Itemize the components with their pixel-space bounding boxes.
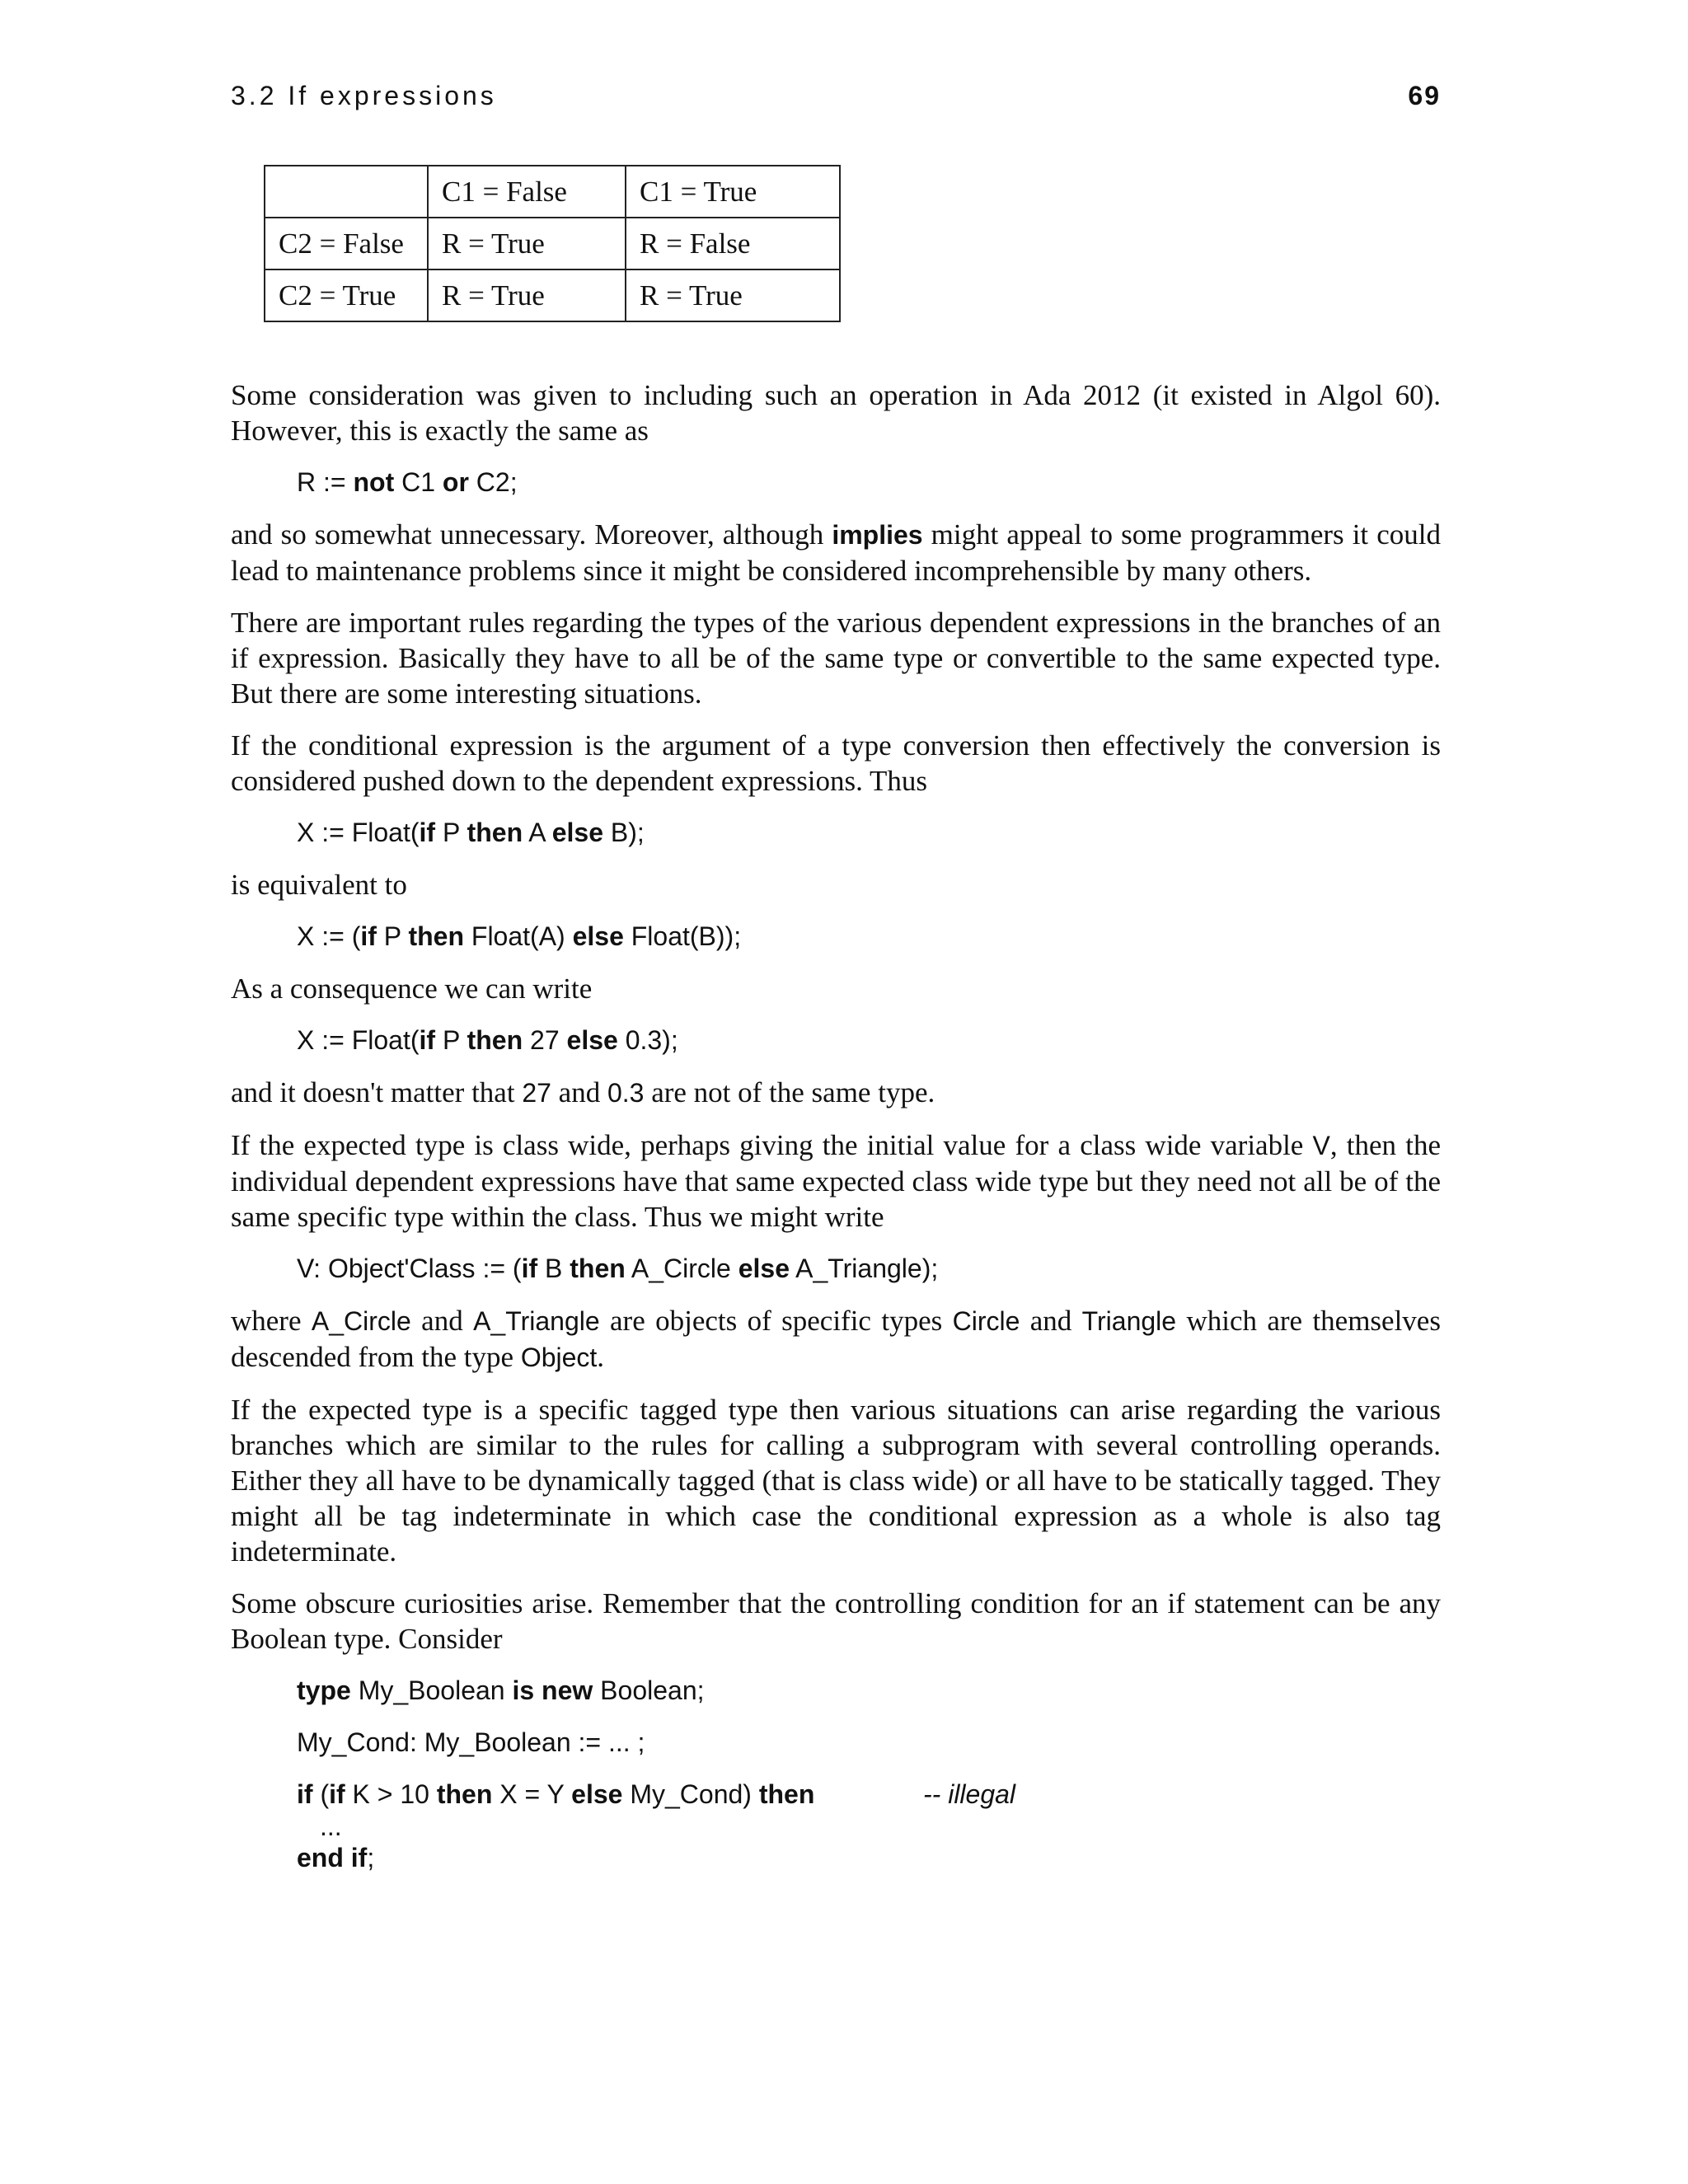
code-keyword: if [521,1254,538,1283]
code-line: My_Cond: My_Boolean := ... ; [297,1727,645,1757]
code-keyword: else [566,1025,618,1055]
table-cell [265,166,428,218]
text-run: and so somewhat unnecessary. Moreover, although [231,518,832,551]
code-line [297,1023,1441,1058]
code-text: C2; [468,467,518,497]
code-text: A_Circle [625,1254,738,1283]
paragraph [231,1075,1441,1111]
code-keyword: if [297,1779,313,1809]
paragraph [231,1303,1441,1376]
table-cell: C2 = False [265,218,428,269]
code-keyword: else [551,818,604,847]
code-text: A_Triangle); [790,1254,939,1283]
code-text: Boolean; [593,1675,705,1705]
table-header-row [265,166,840,218]
paragraph [231,1127,1441,1235]
code-keyword: if [329,1779,345,1809]
text-run: might appeal to some programmers it could lead to maintenance problems since it might be considered incomprehensible by many others. [231,518,1441,587]
code-text: B [537,1254,570,1283]
code-keyword: if [419,1025,436,1055]
code-text: V: Object'Class := ( [297,1254,522,1283]
text-run: and [1020,1305,1082,1337]
paragraph: If the expected type is a specific tagged type then various situations can arise regarding the various branches which are similar to the rules for calling a subprogram with several controlling operands. Either they all have to be dynamically tagged (that is class wide) or all have to be statically tagged. They might all be tag indeterminate in which case the conditional expression as a whole is also tag indeterminate. [231,1394,1441,1568]
code-text: X = Y [492,1779,572,1809]
code-text: My_Cond) [622,1779,759,1809]
paragraph: is equivalent to [231,869,407,901]
code-text: Float(B)); [623,921,742,951]
code-text: P [435,818,467,847]
code-keyword: then [436,1779,493,1809]
code-keyword: then [467,1025,523,1055]
inline-code: 27 [522,1078,551,1108]
code-text: Float(A) [464,921,573,951]
text-run: are objects of specific types [599,1305,953,1337]
table-cell: C1 = True [626,166,840,218]
code-text: P [435,1025,467,1055]
text-run: and [551,1076,607,1108]
text-run: are not of the same type. [644,1076,935,1108]
inline-code: A_Triangle [473,1306,600,1336]
code-text: ; [367,1843,375,1872]
truth-table [264,165,841,322]
paragraph: Some consideration was given to including such an operation in Ada 2012 (it existed in Algol 60). However, this is exactly the same as [231,379,1441,447]
code-text: 27 [523,1025,567,1055]
code-keyword: if [419,818,436,847]
paragraph: Some obscure curiosities arise. Remember that the controlling condition for an if statement can be any Boolean type. Consider [231,1587,1441,1655]
text-run: and [410,1305,474,1337]
table-cell: R = True [428,269,626,321]
table-row [265,269,840,321]
code-keyword: is new [512,1675,593,1705]
code-line [297,1777,1441,1812]
code-line [297,465,1441,500]
code-text: My_Boolean [350,1675,513,1705]
section-title: 3.2 If expressions [231,81,497,110]
code-keyword: else [738,1254,790,1283]
table-cell: C2 = True [265,269,428,321]
code-text: X := Float( [297,1025,420,1055]
table-cell: R = True [428,218,626,269]
table-cell: R = False [626,218,840,269]
code-text: ( [312,1779,330,1809]
code-keyword: if [360,921,377,951]
code-line [297,1840,1441,1876]
code-text: X := ( [297,921,361,951]
code-line [297,1673,1441,1708]
code-keyword: or [442,467,469,497]
code-keyword: then [758,1779,815,1809]
paragraph: There are important rules regarding the types of the various dependent expressions in the branches of an if expression. Basically they have to all be of the same type or convertible to the same expected type. But there are some interesting situations. [231,607,1441,710]
inline-keyword: implies [832,520,923,550]
code-keyword: else [572,921,624,951]
table-cell: R = True [626,269,840,321]
inline-code: V [1312,1131,1330,1160]
code-keyword: type [297,1675,351,1705]
text-run: where [231,1305,312,1337]
code-text: X := Float( [297,818,420,847]
page-number: 69 [1408,81,1441,110]
page-header [231,81,1441,117]
code-text: B); [603,818,645,847]
code-keyword: else [571,1779,623,1809]
paragraph: If the conditional expression is the argument of a type conversion then effectively the conversion is considered pushed down to the dependent expressions. Thus [231,729,1441,797]
code-line [297,919,1441,954]
code-keyword: not [353,467,395,497]
text-run: and it doesn't matter that [231,1076,523,1108]
code-keyword: then [570,1254,626,1283]
inline-code: Circle [952,1306,1020,1336]
code-line [297,1251,1441,1286]
text-run: . [597,1341,605,1373]
text-run: , then the individual dependent expressions have that same expected class wide type but they need not all be of the same specific type within the class. Thus we might write [231,1129,1441,1233]
code-comment: -- illegal [923,1779,1016,1809]
inline-code: A_Circle [311,1306,411,1336]
text-run: which are themselves descended from the type [231,1305,1441,1373]
code-block [297,1673,1441,1876]
paragraph: As a consequence we can write [231,972,593,1005]
code-line: ... [320,1811,342,1841]
code-text: K > 10 [345,1779,437,1809]
code-text: 0.3); [617,1025,678,1055]
code-text: C1 [394,467,443,497]
body-text [231,377,1441,1876]
paragraph [231,517,1441,588]
inline-code: Object [520,1343,598,1372]
code-line [297,815,1441,851]
table-cell: C1 = False [428,166,626,218]
inline-code: Triangle [1081,1306,1177,1336]
code-text: A [523,818,552,847]
inline-code: 0.3 [607,1078,645,1108]
code-keyword: then [467,818,523,847]
text-run: If the expected type is class wide, perhaps giving the initial value for a class wide variable [231,1129,1313,1161]
code-keyword: end if [297,1843,368,1872]
code-keyword: then [408,921,464,951]
table-row [265,218,840,269]
code-text: P [376,921,409,951]
code-text: R := [297,467,354,497]
